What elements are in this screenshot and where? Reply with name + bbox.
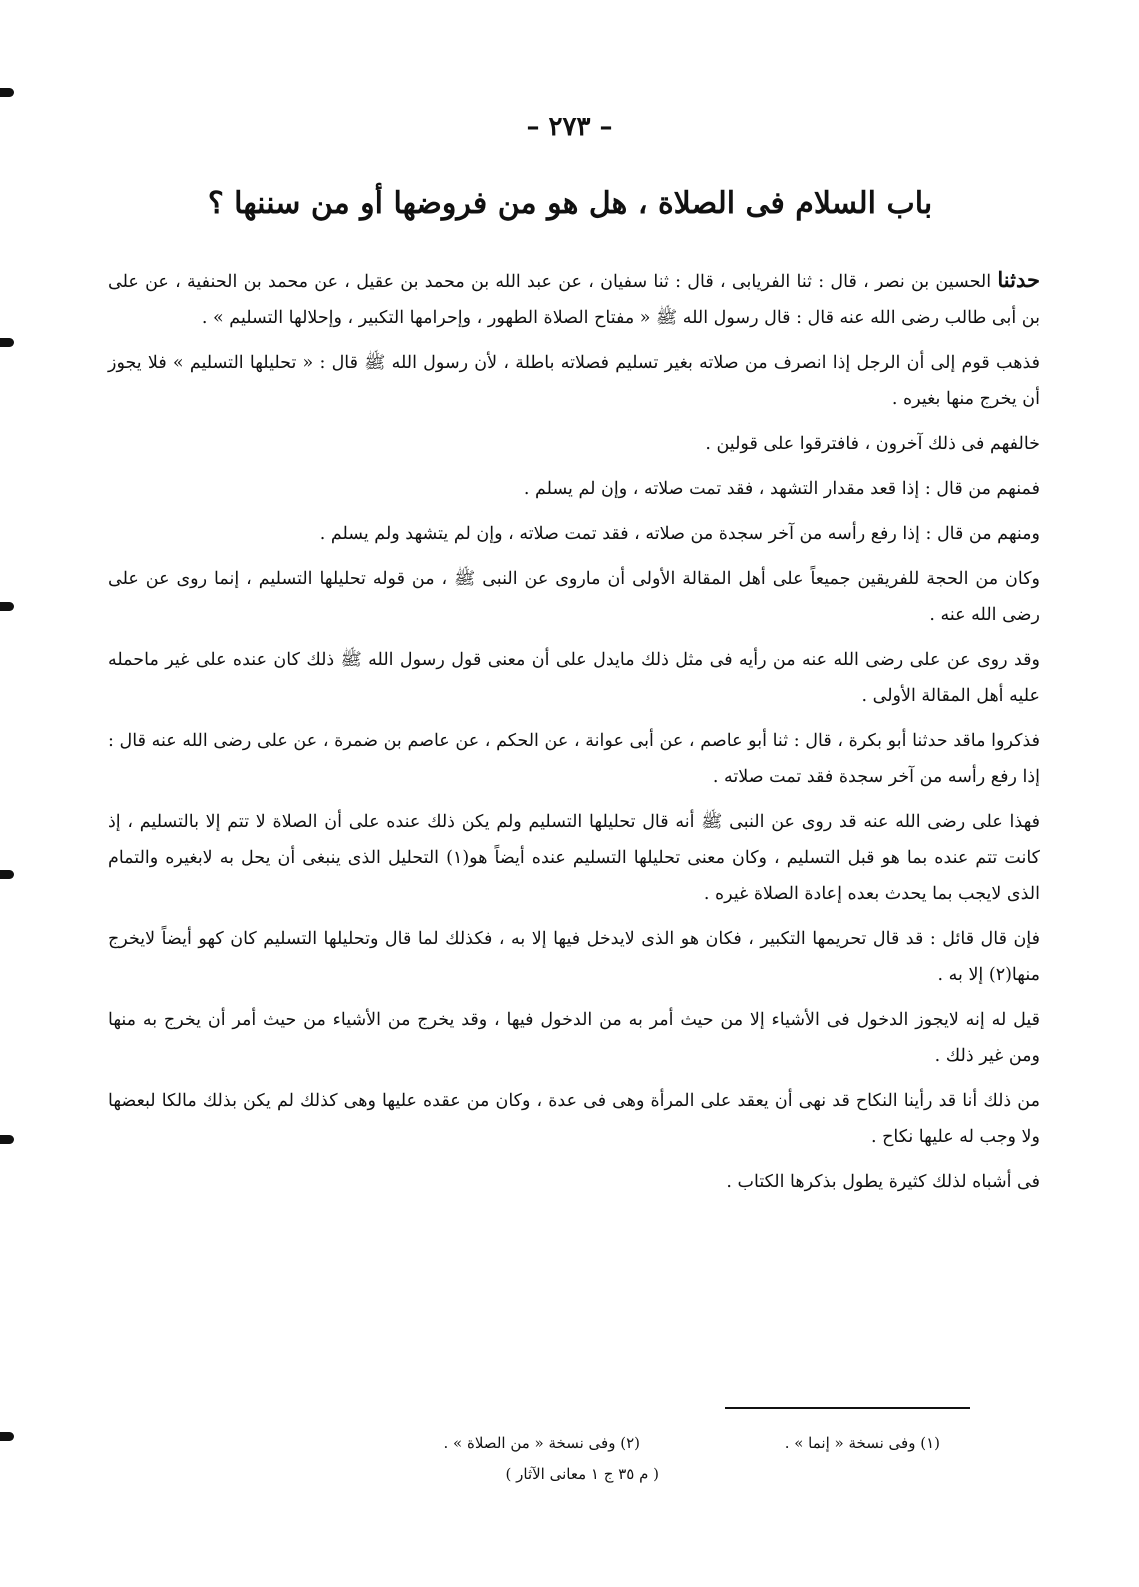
paragraph-text: من ذلك أنا قد رأينا النكاح قد نهى أن يعقد على المرأة وهى فى عدة ، وكان من عقده عليها وهى كذلك لم يكن بذلك مالكا لبعضها ولا وجب له عليها نكاح . [108,1091,1040,1147]
paragraph [108,723,1040,795]
paragraph [108,345,1040,417]
paragraph-text: فذهب قوم إلى أن الرجل إذا انصرف من صلاته بغير تسليم فصلاته باطلة ، لأن رسول الله ﷺ قال : « تحليلها التسليم » فلا يجوز أن يخرج منها بغيره . [108,353,1040,409]
scan-edge-mark [0,1432,14,1441]
paragraph [108,921,1040,993]
footnote-1: (١) وفى نسخة « إنما » . [784,1434,940,1452]
footnote-divider [725,1407,970,1409]
paragraph [108,516,1040,552]
scan-edge-mark [0,338,14,347]
paragraph-text: ومنهم من قال : إذا رفع رأسه من آخر سجدة من صلاته ، فقد تمت صلاته ، وإن لم يتشهد ولم يسلم . [319,524,1040,544]
paragraph [108,804,1040,912]
paragraph-text: فإن قال قائل : قد قال تحريمها التكبير ، فكان هو الذى لايدخل فيها إلا به ، فكذلك لما قال وتحليلها التسليم كان كهو أيضاً لايخرج منها(٢) إلا به . [108,929,1040,985]
paragraph [108,1002,1040,1074]
paragraph-text: وقد روى عن على رضى الله عنه من رأيه فى مثل ذلك مايدل على أن معنى قول رسول الله ﷺ ذلك كان عنده على غير ماحمله عليه أهل المقالة الأولى . [108,650,1040,706]
paragraph-text: الحسين بن نصر ، قال : ثنا الفريابى ، قال : ثنا سفيان ، عن عبد الله بن محمد بن عقيل ، عن محمد بن الحنفية ، عن على بن أبى طالب رضى الله عنه قال : قال رسول الله ﷺ « مفتاح الصلاة الطهور ، وإحرامها التكبير ، وإحلالها التسليم » . [108,272,1040,328]
scan-edge-mark [0,870,14,879]
paragraph-text: فذكروا ماقد حدثنا أبو بكرة ، قال : ثنا أبو عاصم ، عن أبى عوانة ، عن الحكم ، عن عاصم بن ضمرة ، عن على رضى الله عنه قال : إذا رفع رأسه من آخر سجدة فقد تمت صلاته . [108,731,1040,787]
paragraph-text: فى أشباه لذلك كثيرة يطول بذكرها الكتاب . [726,1172,1040,1192]
paragraph-text: خالفهم فى ذلك آخرون ، فافترقوا على قولين . [705,434,1040,454]
scan-edge-mark [0,1135,14,1144]
paragraph [108,1083,1040,1155]
scan-edge-mark [0,602,14,611]
body-text [108,262,1040,1209]
page-number: – ٢٧٣ – [526,112,613,142]
paragraph-text: فمنهم من قال : إذا قعد مقدار التشهد ، فقد تمت صلاته ، وإن لم يسلم . [523,479,1040,499]
paragraph-lead-word: حدثنا [997,267,1040,292]
paragraph [108,1164,1040,1200]
paragraph-text: قيل له إنه لايجوز الدخول فى الأشياء إلا من حيث أمر به من الدخول فيها ، وقد يخرج من الأشياء من حيث أمر أن يخرج به منها ومن غير ذلك . [108,1010,1040,1066]
footnote-2: (٢) وفى نسخة « من الصلاة » . [443,1434,640,1452]
paragraph [108,471,1040,507]
paragraph-text: وكان من الحجة للفريقين جميعاً على أهل المقالة الأولى أن ماروى عن النبى ﷺ ، من قوله تحليلها التسليم ، إنما روى عن على رضى الله عنه . [108,569,1040,625]
signature-footer: ( م ٣٥ ج ١ معانى الآثار ) [505,1465,659,1483]
scan-edge-mark [0,88,14,97]
paragraph [108,561,1040,633]
paragraph [108,426,1040,462]
paragraph [108,262,1040,336]
paragraph [108,642,1040,714]
chapter-title: باب السلام فى الصلاة ، هل هو من فروضها أو من سننها ؟ [207,186,933,221]
paragraph-text: فهذا على رضى الله عنه قد روى عن النبى ﷺ أنه قال تحليلها التسليم ولم يكن ذلك عنده على أن الصلاة لا تتم إلا بالتسليم ، إذ كانت تتم عنده بما هو قبل التسليم ، وكان معنى تحليلها التسليم عنده أيضاً هو(١) التحليل الذى ينبغى أن يحل به لابغيره والتمام الذى لايجب بما يحدث بعده إعادة الصلاة غيره . [108,812,1041,904]
